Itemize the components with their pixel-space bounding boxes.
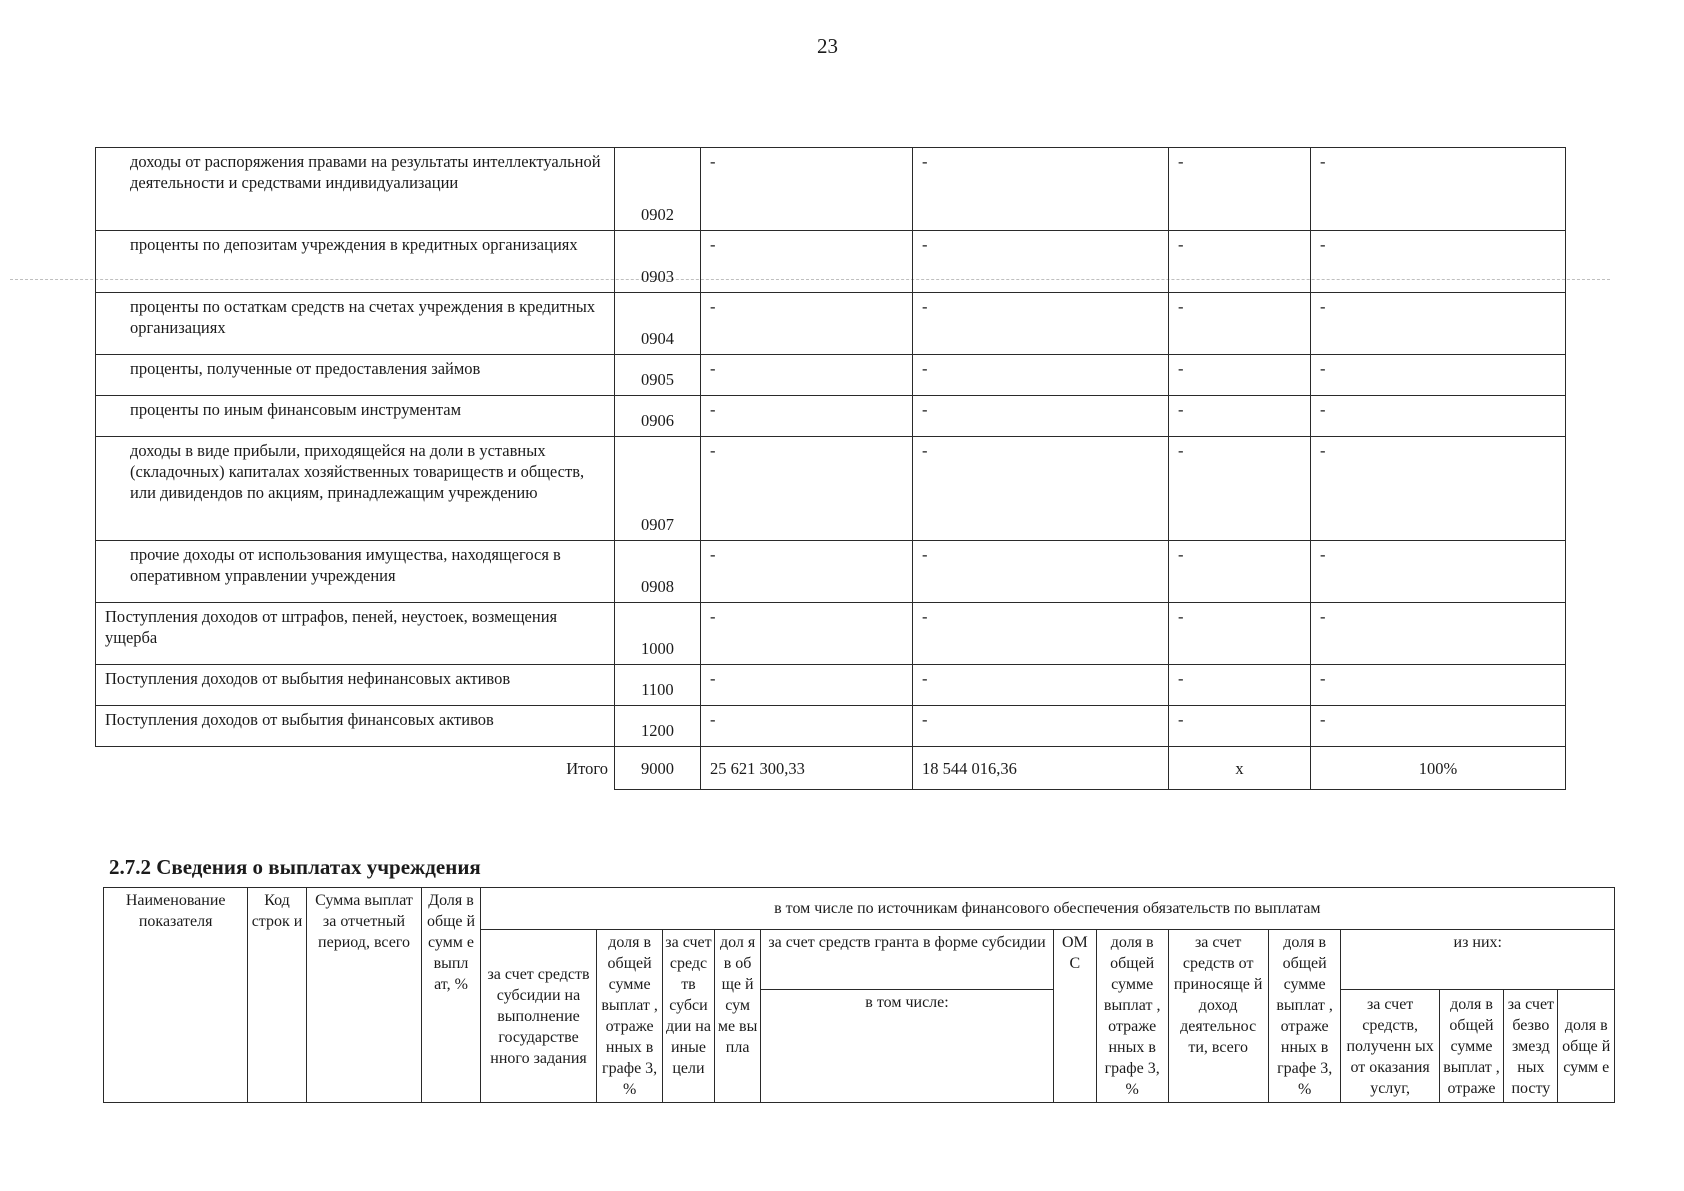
header-of-them: из них: (1341, 930, 1615, 990)
header-share-services: доля в общей сумме выплат , отраже (1439, 990, 1503, 1103)
row-code: 1100 (615, 665, 701, 706)
header-name: Наименование показателя (104, 888, 248, 1103)
row-value-2: - (913, 665, 1169, 706)
row-value-3: - (1169, 665, 1311, 706)
header-share: Доля в обще й сумм е выпл ат, % (422, 888, 480, 1103)
row-value-4: - (1311, 665, 1566, 706)
row-value-2: - (913, 148, 1169, 231)
income-row (96, 148, 1566, 231)
row-value-4: - (1311, 541, 1566, 603)
row-value-2: - (913, 231, 1169, 293)
row-value-1: - (701, 603, 913, 665)
row-value-1: - (701, 231, 913, 293)
row-name: прочие доходы от использования имущества, находящегося в оперативном управлении учреждения (96, 541, 615, 603)
header-share-free: доля в обще й сумм е (1558, 990, 1615, 1103)
total-code: 9000 (615, 747, 701, 790)
income-row (96, 603, 1566, 665)
row-name: Поступления доходов от выбытия финансовых активов (96, 706, 615, 747)
row-code: 0907 (615, 437, 701, 541)
income-table (95, 147, 1566, 790)
header-other-subsidy: за счет средс тв субси дии на иные цели (662, 930, 714, 1103)
row-value-4: - (1311, 603, 1566, 665)
income-row (96, 293, 1566, 355)
row-value-4: - (1311, 396, 1566, 437)
row-value-1: - (701, 293, 913, 355)
header-income-activity: за счет средств от приносяще й доход деятельнос ти, всего (1168, 930, 1268, 1103)
header-subsidy-task: за счет средств субсидии на выполнение государстве нного задания (480, 930, 597, 1103)
row-value-2: - (913, 293, 1169, 355)
row-value-3: - (1169, 603, 1311, 665)
header-code: Код строк и (248, 888, 306, 1103)
header-share-subsidy-task: доля в общей сумме выплат , отраже нных в графе 3, % (597, 930, 663, 1103)
header-sum: Сумма выплат за отчетный период, всего (306, 888, 422, 1103)
row-value-4: - (1311, 437, 1566, 541)
income-row (96, 396, 1566, 437)
row-value-2: - (913, 355, 1169, 396)
row-value-2: - (913, 706, 1169, 747)
row-value-3: - (1169, 231, 1311, 293)
income-row (96, 665, 1566, 706)
row-value-1: - (701, 541, 913, 603)
row-value-2: - (913, 437, 1169, 541)
row-value-1: - (701, 396, 913, 437)
row-name: проценты по остаткам средств на счетах учреждения в кредитных организациях (96, 293, 615, 355)
total-value-4: 100% (1311, 747, 1566, 790)
header-services: за счет средств, полученн ых от оказания услуг, (1341, 990, 1439, 1103)
row-value-1: - (701, 706, 913, 747)
payments-table (103, 887, 1615, 1103)
row-name: Поступления доходов от выбытия нефинансовых активов (96, 665, 615, 706)
total-label: Итого (96, 747, 615, 790)
row-value-4: - (1311, 231, 1566, 293)
row-code: 0903 (615, 231, 701, 293)
page-number: 23 (817, 34, 838, 58)
row-value-4: - (1311, 355, 1566, 396)
row-code: 0906 (615, 396, 701, 437)
total-row (96, 747, 1566, 790)
row-value-2: - (913, 396, 1169, 437)
row-code: 0904 (615, 293, 701, 355)
header-grant-incl: в том числе: (761, 990, 1054, 1103)
total-value-2: 18 544 016,36 (913, 747, 1169, 790)
header-grant: за счет средств гранта в форме субсидии (761, 930, 1054, 990)
section-title: 2.7.2 Сведения о выплатах учреждения (109, 855, 481, 879)
row-value-1: - (701, 355, 913, 396)
header-share-income: доля в общей сумме выплат , отраже нных в графе 3, % (1268, 930, 1341, 1103)
header-oms: ОМ С (1053, 930, 1096, 1103)
row-value-1: - (701, 665, 913, 706)
row-value-3: - (1169, 437, 1311, 541)
row-value-1: - (701, 148, 913, 231)
row-code: 1200 (615, 706, 701, 747)
row-value-4: - (1311, 706, 1566, 747)
header-free: за счет безво змезд ных посту (1504, 990, 1558, 1103)
row-value-2: - (913, 541, 1169, 603)
row-value-3: - (1169, 293, 1311, 355)
row-value-1: - (701, 437, 913, 541)
row-name: Поступления доходов от штрафов, пеней, неустоек, возмещения ущерба (96, 603, 615, 665)
income-row (96, 706, 1566, 747)
row-value-3: - (1169, 355, 1311, 396)
header-source-group: в том числе по источникам финансового обеспечения обязательств по выплатам (480, 888, 1614, 930)
row-name: доходы от распоряжения правами на результаты интеллектуальной деятельности и средствами индивидуализации (96, 148, 615, 231)
row-value-4: - (1311, 293, 1566, 355)
row-code: 0902 (615, 148, 701, 231)
row-value-2: - (913, 603, 1169, 665)
row-code: 1000 (615, 603, 701, 665)
row-name: проценты по депозитам учреждения в кредитных организациях (96, 231, 615, 293)
total-value-3: x (1169, 747, 1311, 790)
header-share-other-subsidy: дол я в об ще й сум ме вы пла (715, 930, 761, 1103)
row-name: проценты, полученные от предоставления займов (96, 355, 615, 396)
income-row (96, 437, 1566, 541)
row-value-3: - (1169, 541, 1311, 603)
row-name: проценты по иным финансовым инструментам (96, 396, 615, 437)
row-name: доходы в виде прибыли, приходящейся на доли в уставных (складочных) капиталах хозяйственных товариществ и обществ, или дивидендов по акциям, принадлежащим учреждению (96, 437, 615, 541)
row-value-3: - (1169, 396, 1311, 437)
row-code: 0908 (615, 541, 701, 603)
header-share-oms: доля в общей сумме выплат , отраже нных в графе 3, % (1096, 930, 1168, 1103)
row-value-3: - (1169, 148, 1311, 231)
row-value-3: - (1169, 706, 1311, 747)
income-row (96, 541, 1566, 603)
income-row (96, 231, 1566, 293)
row-code: 0905 (615, 355, 701, 396)
row-value-4: - (1311, 148, 1566, 231)
total-value-1: 25 621 300,33 (701, 747, 913, 790)
income-row (96, 355, 1566, 396)
